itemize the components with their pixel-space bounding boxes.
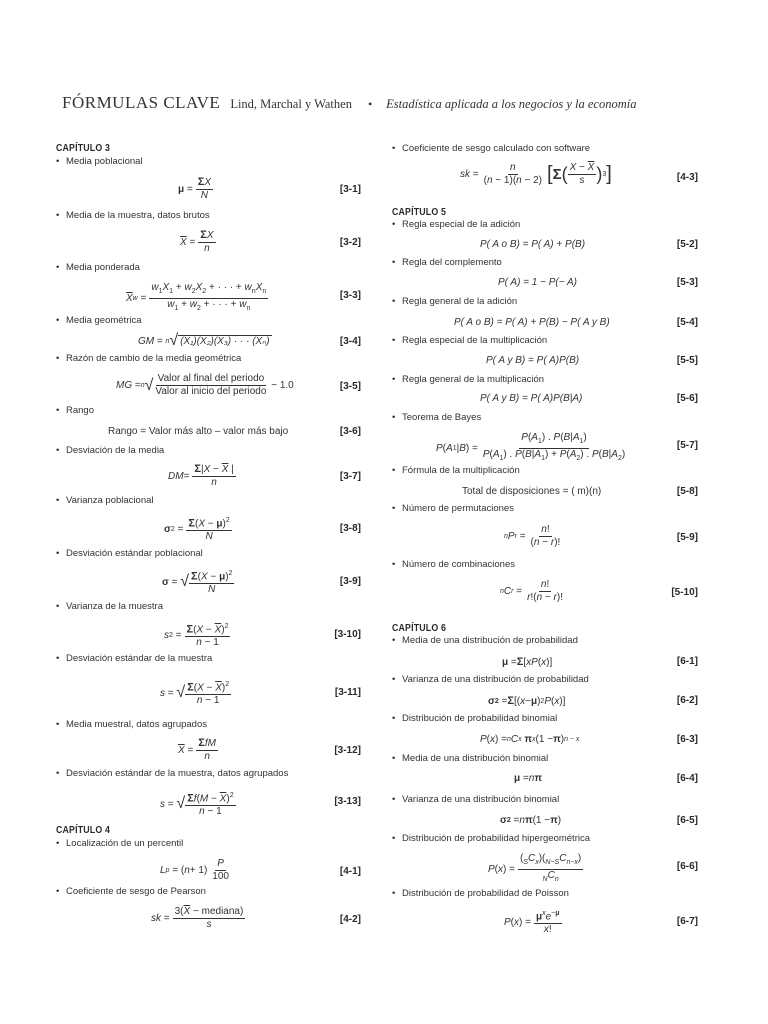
formula-number: [3-1] — [339, 184, 361, 195]
formula-6-4: μ = n π — [514, 773, 542, 784]
formula-label: • Media de una distribución de probabilidad — [392, 635, 578, 646]
formula-number: [5-4] — [676, 317, 698, 328]
formula-5-10: n C r = $\frac{n!}{r!(n - r)!}$ — [500, 579, 563, 603]
formula-number: [5-2] — [676, 239, 698, 250]
formula-label: • Localización de un percentil — [56, 838, 184, 849]
formula-label: • Desviación estándar de la muestra — [56, 653, 213, 664]
formula-number: [3-2] — [339, 237, 361, 248]
formula-label: • Rango — [56, 405, 94, 416]
formula-label: • Varianza de una distribución binomial — [392, 794, 560, 805]
formula-label: • Distribución de probabilidad hipergeométrica — [392, 833, 590, 844]
formula-label: • Varianza poblacional — [56, 495, 154, 506]
formula-5-7: P ( A 1 | B ) = $\frac{P(A_1) . P(B|A_1)}{P(A_1) . P(B|A_1) + P(A_2) . P(B|A_2)}$ — [436, 432, 626, 462]
formula-3-12: $\overline{X}$ = $\frac{\text{ΣfM}}{n}$ — [178, 737, 217, 762]
formula-4-2: sk = $\frac{3(\overline{X} - mediana)}{s}$ — [151, 906, 244, 930]
formula-label: • Regla especial de la adición — [392, 219, 521, 230]
formula-4-1: L p = ( n + 1) $\frac{P}{100}$ — [160, 858, 229, 882]
formula-6-7: P ( x ) = $\frac{\mu^xe^{-\mu}}{x!}$ — [504, 910, 560, 936]
formula-number: [3-11] — [334, 687, 361, 698]
formula-number: [6-6] — [676, 861, 698, 872]
formula-3-11: s = √ $\frac{\Sigma(X - \overline{X})^2}{n - 1}$ — [160, 681, 230, 707]
formula-3-10: s 2 = $\frac{\Sigma(X - \overline{X})^2}{n - 1}$ — [164, 623, 229, 649]
formula-3-4: GM = n √ (X₁)(X₂)(X₃) · · · (Xₙ) — [138, 332, 270, 349]
formula-3-2: $\overline{X}$ = $\frac{\Sigma X}{n}$ — [180, 229, 214, 254]
formula-5-4: P( A o B) = P( A) + P(B) − P( A y B) — [454, 317, 610, 328]
formula-label: • Coeficiente de sesgo de Pearson — [56, 886, 206, 897]
formula-3-8: σ 2 = $\frac{\Sigma(X - \mu)^2}{N}$ — [164, 517, 230, 543]
formula-label: • Media ponderada — [56, 262, 140, 273]
header-bullet: • — [367, 97, 373, 111]
formula-number: [5-9] — [676, 532, 698, 543]
formula-label: • Desviación de la media — [56, 445, 165, 456]
formula-label: • Media de una distribución binomial — [392, 753, 549, 764]
formula-6-6: P ( x ) = $\frac{(_SC_x)(_{N-S}C_{n-x})}{_NC_n}$ — [488, 853, 582, 883]
formula-number: [5-10] — [671, 587, 698, 598]
formula-3-3: $\overline{X}$ w = $\frac{w_1X_1 + w_2X_2 + \cdot \cdot \cdot + w_nX_n}{w_1 + w_2 + \cdot \cdot \cdot + w_n}$ — [126, 282, 267, 312]
formula-3-5: MG = n √ $\frac{\text{Valor al final del periodo}}{\text{Valor al inicio del periodo}}$ − 1.0 — [116, 373, 294, 397]
formula-label: • Regla general de la multiplicación — [392, 374, 545, 385]
formula-6-2: σ 2 = Σ [( x − μ ) 2 P ( x )] — [488, 695, 566, 707]
formula-5-3: P( A) = 1 − P(~ A) — [498, 277, 578, 288]
formula-5-2: P( A o B) = P( A) + P(B) — [480, 239, 586, 250]
formula-number: [5-5] — [676, 355, 698, 366]
formula-5-5: P( A y B) = P( A)P(B) — [486, 355, 580, 366]
formula-number: [3-7] — [339, 471, 361, 482]
formula-number: [5-8] — [676, 486, 698, 497]
header-title: FÓRMULAS CLAVE — [62, 93, 221, 112]
formula-3-7: DM = $\frac{\Sigma|X - \overline{X} |}{n}$ — [168, 463, 234, 488]
page-header — [62, 93, 636, 113]
formula-3-13: s = √ $\frac{\Sigma f(M - \overline{X})^2}{n - 1}$ — [160, 792, 234, 818]
formula-number: [3-9] — [339, 576, 361, 587]
formula-number: [5-7] — [676, 440, 698, 451]
formula-number: [3-12] — [334, 745, 361, 756]
formula-4-3: sk = $\frac{n}{(n - 1)(n - 2)}$ [ Σ ( $\frac{X - \overline{X}}{s}$ ) 3 ] — [460, 162, 612, 186]
formula-number: [3-4] — [339, 336, 361, 347]
chapter-6-heading: CAPÍTULO 6 — [392, 623, 447, 634]
formula-label: • Coeficiente de sesgo calculado con software — [392, 143, 591, 154]
formula-6-5: σ 2 = n π (1 − π ) — [500, 815, 562, 826]
formula-label: • Regla general de la adición — [392, 296, 518, 307]
chapter-4-heading: CAPÍTULO 4 — [56, 825, 111, 836]
formula-5-9: n P r = $\frac{n!}{(n - r)!}$ — [504, 524, 561, 548]
formula-label: • Teorema de Bayes — [392, 412, 482, 423]
formula-6-3: P ( x ) = n C x π x (1 − π ) n − x — [480, 734, 580, 745]
formula-label: • Media muestral, datos agrupados — [56, 719, 207, 730]
formula-label: • Distribución de probabilidad de Poisson — [392, 888, 569, 899]
formula-label: • Varianza de la muestra — [56, 601, 163, 612]
header-authors: Lind, Marchal y Wathen — [230, 97, 352, 111]
formula-number: [4-1] — [339, 866, 361, 877]
chapter-3-heading: CAPÍTULO 3 — [56, 143, 111, 154]
formula-label: • Distribución de probabilidad binomial — [392, 713, 558, 724]
formula-number: [4-3] — [676, 172, 698, 183]
formula-label: • Desviación estándar poblacional — [56, 548, 203, 559]
formula-label: • Regla especial de la multiplicación — [392, 335, 548, 346]
formula-label: • Razón de cambio de la media geométrica — [56, 353, 242, 364]
formula-number: [6-4] — [676, 773, 698, 784]
formula-number: [3-6] — [339, 426, 361, 437]
formula-number: [5-3] — [676, 277, 698, 288]
formula-label: • Número de permutaciones — [392, 503, 514, 514]
formula-6-1: μ = Σ [ xP ( x )] — [502, 656, 553, 668]
formula-number: [6-5] — [676, 815, 698, 826]
formula-label: • Varianza de una distribución de probabilidad — [392, 674, 589, 685]
formula-label: • Fórmula de la multiplicación — [392, 465, 520, 476]
formula-number: [3-13] — [334, 796, 361, 807]
formula-label: • Media geométrica — [56, 315, 142, 326]
formula-3-6: Rango = Valor más alto – valor más bajo — [108, 426, 289, 437]
formula-label: • Media de la muestra, datos brutos — [56, 210, 210, 221]
chapter-5-heading: CAPÍTULO 5 — [392, 207, 447, 218]
formula-number: [6-3] — [676, 734, 698, 745]
formula-3-9: σ = √ $\frac{\Sigma(X - \mu)^2}{N}$ — [162, 570, 233, 596]
formula-label: • Regla del complemento — [392, 257, 502, 268]
formula-number: [3-8] — [339, 523, 361, 534]
formula-number: [6-1] — [676, 656, 698, 667]
formula-number: [3-10] — [334, 629, 361, 640]
formula-5-6: P( A y B) = P( A)P(B|A) — [480, 393, 583, 404]
formula-number: [3-3] — [339, 290, 361, 301]
formula-label: • Desviación estándar de la muestra, datos agrupados — [56, 768, 289, 779]
formula-5-8: Total de disposiciones = ( m)(n) — [462, 486, 602, 497]
formula-number: [6-7] — [676, 916, 698, 927]
formula-number: [3-5] — [339, 381, 361, 392]
formula-label: • Número de combinaciones — [392, 559, 516, 570]
formula-number: [5-6] — [676, 393, 698, 404]
formula-3-1: μ = $\frac{\Sigma X}{N}$ — [178, 176, 212, 201]
formula-label: • Media poblacional — [56, 156, 143, 167]
formula-number: [4-2] — [339, 914, 361, 925]
header-book-title: Estadística aplicada a los negocios y la economía — [386, 97, 637, 111]
formula-number: [6-2] — [676, 695, 698, 706]
